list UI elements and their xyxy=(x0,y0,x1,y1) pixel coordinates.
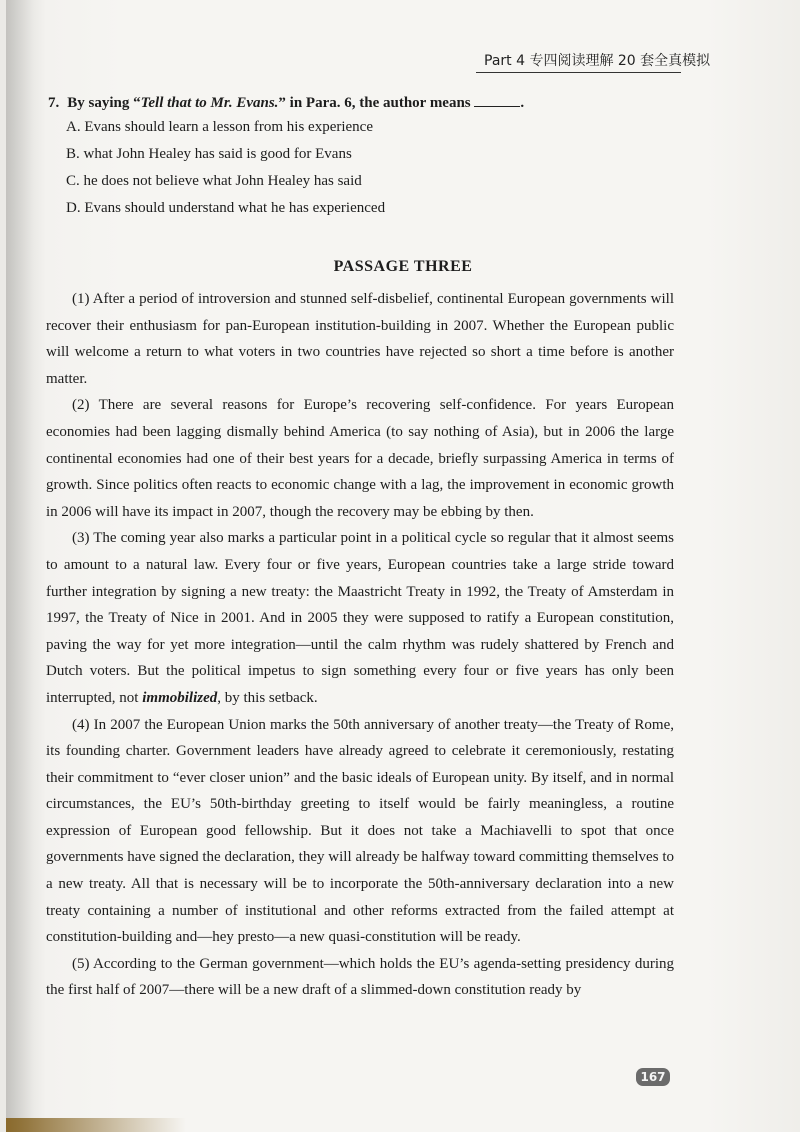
passage-title: PASSAGE THREE xyxy=(333,258,473,275)
spine-shadow xyxy=(6,0,34,1132)
question-7 xyxy=(48,92,668,222)
stem-before: By saying “ xyxy=(67,95,141,111)
running-header: Part 4 专四阅读理解 20 套全真模拟 xyxy=(484,53,711,69)
header-rule xyxy=(476,72,681,73)
book-edge xyxy=(6,1118,186,1132)
paragraph-2: (2) There are several reasons for Europe’s recovering self-confidence. For years European economies had been lagging dismally behind America (to say nothing of Asia), but in 2006 the large continental economies had one of their best years for a decade, briefly surpassing America in terms of growth. Since politics often reacts to economic change with a lag, the improvement in economic growth in 2006 will have its impact in 2007, though the recovery may be ebbing by then. xyxy=(46,397,674,520)
question-stem xyxy=(48,92,668,114)
page-number: 167 xyxy=(636,1068,670,1086)
stem-quote: Tell that to Mr. Evans. xyxy=(140,95,279,111)
paragraph-3 xyxy=(46,525,674,711)
option-b: B. what John Healey has said is good for Evans xyxy=(66,146,352,162)
paragraph-4: (4) In 2007 the European Union marks the 50th anniversary of another treaty—the Treaty of Rome, its founding charter. Government leaders have already agreed to celebrate it ceremoniously, restating their commitment to “ever closer union” and the basic ideals of European unity. By itself, and in normal circumstances, the EU’s 50th-birthday greeting to itself would be fairly meaningless, a routine expression of European good fellowship. But it does not take a Machiavelli to spot that once governments have signed the declaration, they will already be halfway toward committing themselves to a new treaty. All that is necessary will be to incorporate the 50th-anniversary declaration into a new treaty containing a number of institutional and other reforms extracted from the failed attempt at constitution-building and—hey presto—a new quasi-constitution will be ready. xyxy=(46,716,674,946)
answer-blank xyxy=(474,92,520,107)
stem-after: ” in Para. 6, the author means xyxy=(278,95,471,111)
paragraph-3-text: (3) The coming year also marks a particular point in a political cycle so regular that it almost seems to amount to a natural law. Every four or five years, European countries take a large stride toward further integration by signing a new treaty: the Maastricht Treaty in 1992, the Treaty of Amsterdam in 1997, the Treaty of Nice in 2001. And in 2005 they were supposed to ratify a European constitution, paving the way for yet more integration—until the calm rhythm was rudely shattered by French and Dutch voters. But the political impetus to sign something every four or five years has only been interrupted, not xyxy=(46,530,674,706)
question-number: 7. xyxy=(48,95,60,111)
paragraph-5: (5) According to the German government—which holds the EU’s agenda-setting presidency during the first half of 2007—there will be a new draft of a slimmed-down constitution ready by xyxy=(46,955,674,999)
option-a: A. Evans should learn a lesson from his experience xyxy=(66,119,373,135)
stem-end: . xyxy=(520,95,525,111)
book-page xyxy=(6,0,800,1132)
option-d: D. Evans should understand what he has experienced xyxy=(66,200,386,216)
emphasized-word: immobilized xyxy=(142,689,218,706)
passage-body xyxy=(46,286,674,1004)
paragraph-3-end: , by this setback. xyxy=(217,689,318,706)
paragraph-1: (1) After a period of introversion and stunned self-disbelief, continental European governments will recover their enthusiasm for pan-European institution-building in 2007. Whether the European public will welcome a return to what voters in two countries have rejected so short a time before is another matter. xyxy=(46,291,674,387)
option-c: C. he does not believe what John Healey has said xyxy=(66,173,362,189)
